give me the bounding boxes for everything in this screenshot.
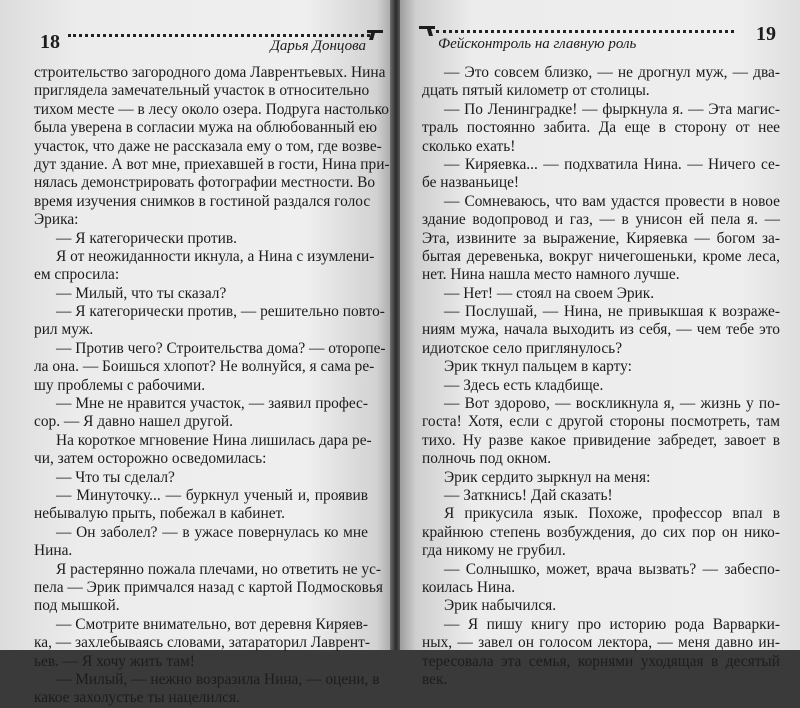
left-page (0, 0, 392, 707)
text-line: здание водопровод и газ, — в унисон ей пела я. — (422, 211, 780, 229)
text-line: — Милый, что ты сказал? (56, 284, 227, 302)
text-line: — Заткнись! Дай сказать! (444, 486, 613, 504)
text-line: госта! Хотя, если с другой стороны посмотреть, там (422, 413, 780, 431)
text-line: Эрик сердито зыркнул на меня: (444, 468, 651, 486)
text-line: — По Ленинградке! — фыркнула я. — Эта магис- (444, 100, 780, 118)
header-dotted-rule (436, 30, 734, 33)
text-line: ных, — завел он голосом лектора, — меня давно ин- (422, 634, 780, 652)
text-line: небывалую прыть, побежал в кабинет. (34, 505, 285, 523)
text-line: сколько ехать! (422, 137, 516, 155)
text-line: дут здание. А вот мне, приехавшей в гости, Нина при- (34, 155, 390, 173)
text-line: бытая деревенька, вокруг ничегошеньки, кроме леса, (422, 247, 780, 265)
left-page-body (34, 64, 390, 708)
text-line: — Здесь есть кладбище. (444, 376, 604, 394)
text-line: Я растерянно пожала плечами, но ответить не ус- (56, 560, 382, 578)
text-line: ем спросила: (34, 266, 120, 284)
text-line: ка, — захлебываясь словами, затараторил Лаврент- (34, 634, 370, 652)
text-line: Я прикусила язык. Похоже, профессор впал в (444, 505, 780, 523)
text-line: шу проблемы с рабочими. (34, 376, 206, 394)
text-line: — Сомневаюсь, что вам удастся провести в новое (444, 192, 780, 210)
text-line: Эрика: (34, 211, 79, 229)
left-page-header (26, 26, 378, 56)
text-line: — Киряевка... — подхватила Нина. — Ничего се- (444, 155, 780, 173)
text-line: — Я категорически против, — решительно повто- (56, 303, 385, 321)
text-line: крайнюю степень возбуждения, до сих пор он нико- (422, 523, 780, 541)
text-line: рил муж. (34, 321, 94, 339)
text-line: — Он заболел? — в ужасе повернулась ко мне (56, 523, 368, 541)
text-line: участок, что даже не рассказала ему о том, где возве- (34, 137, 382, 155)
text-line: — Милый, — нежно возразила Нина, — оцени, в (56, 670, 380, 688)
text-line: была уверена в согласии мужа на облюбованный ею (34, 119, 377, 137)
text-line: сор. — Я давно нашел другой. (34, 413, 233, 431)
right-page-number: 19 (756, 23, 776, 45)
text-line: коилась Нина. (422, 578, 516, 596)
text-line: Нина. (34, 542, 73, 560)
right-page-body (422, 64, 780, 689)
text-line: — Я категорически против. (56, 229, 237, 247)
text-line: ла она. — Боишься хлопот? Не волнуйся, я сама ре- (34, 358, 375, 376)
text-line: бе названьице! (422, 174, 520, 192)
text-line: идиотское село приглянулось? (422, 339, 623, 357)
text-line: — Мне не нравится участок, — заявил профес- (56, 395, 368, 413)
text-line: ниям мужа, начала выходить из себя, — чем тебе это (422, 321, 780, 339)
text-line: время изучения снимков в гостиной раздался голос (34, 192, 371, 210)
text-line: чи, затем осторожно осведомилась: (34, 450, 267, 468)
text-line: — Что ты сделал? (56, 468, 175, 486)
text-line: На короткое мгновение Нина лишилась дара ре- (56, 431, 372, 449)
right-running-head: Фейсконтроль на главную роль (438, 36, 637, 52)
text-line: нялась демонстрировать фотографии местности. Во (34, 174, 376, 192)
text-line: полночь под окном. (422, 450, 552, 468)
header-dotted-rule (68, 34, 370, 37)
text-line: тихом месте — в лесу около озера. Подруга настолько (34, 100, 389, 118)
text-line: Эта, извините за выражение, Киряевка — богом за- (422, 229, 780, 247)
text-line: — Послушай, — Нина, не привыкшая к возраже- (444, 303, 780, 321)
text-line: дцать пятый километр от столицы. (422, 82, 650, 100)
text-line: — Минуточку... — буркнул ученый и, проявив (56, 486, 368, 504)
text-line: — Вот здорово, — воскликнула я, — жизнь у по- (444, 395, 780, 413)
text-line: — Против чего? Строительства дома? — оторопе- (56, 339, 386, 357)
text-line: строительство загородного дома Лаврентьевых. Нина (34, 64, 386, 81)
text-line: пела — Эрик примчался назад с картой Подмосковья (34, 578, 383, 596)
text-line: Я от неожиданности икнула, а Нина с изумлени- (56, 247, 375, 265)
text-line: — Солнышко, может, врача вызвать? — забеспо- (444, 560, 780, 578)
text-line: тихо. Ну разве какое привидение забредет, завоет в (422, 431, 780, 449)
text-line: приглядела замечательный участок в относительно (34, 82, 370, 100)
text-line: Эрик ткнул пальцем в карту: (444, 358, 632, 376)
pistol-icon (418, 23, 436, 37)
text-line: какое захолустье ты нацелился. (34, 689, 240, 707)
text-line: нет. Нина нашла место намного лучше. (422, 266, 680, 284)
right-page (400, 0, 800, 688)
text-line: тересовала эта семья, корнями уходящая в десятый (422, 652, 780, 670)
text-line: траль постоянно забита. Да еще в сторону от нее (422, 119, 780, 137)
text-line: — Смотрите внимательно, вот деревня Киряев- (56, 615, 369, 633)
text-line: гда никому не грубил. (422, 542, 566, 560)
text-line: — Это совсем близко, — не дрогнул муж, — два- (444, 64, 780, 81)
text-line: ьев. — Я хочу жить там! (34, 652, 195, 670)
text-line: век. (422, 670, 448, 688)
left-running-head: Дарья Донцова (270, 38, 366, 54)
text-line: Эрик набычился. (444, 597, 557, 615)
text-line: — Нет! — стоял на своем Эрик. (444, 284, 655, 302)
text-line: под мышкой. (34, 597, 120, 615)
left-page-number: 18 (40, 31, 60, 53)
right-page-header (430, 23, 776, 56)
text-line: — Я пишу книгу про историю рода Варварки- (444, 615, 780, 633)
pistol-icon (366, 27, 384, 41)
